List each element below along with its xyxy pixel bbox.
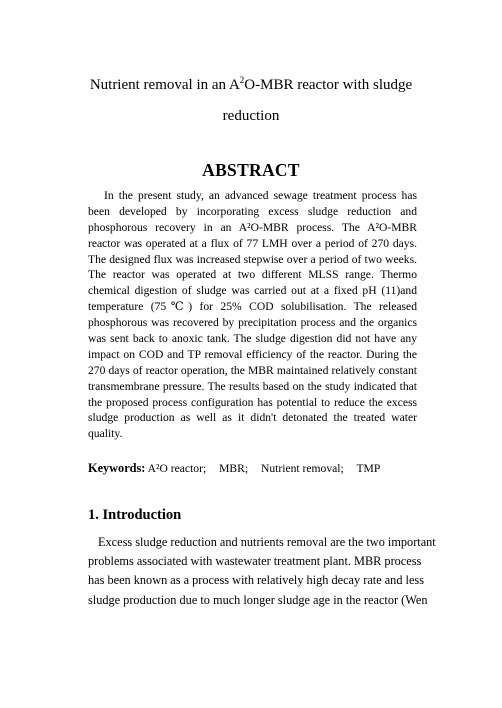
title-text-pre: Nutrient removal in an A — [89, 77, 240, 93]
abstract-line: phosphorous was recovered by precipitation process and the organics — [88, 316, 417, 330]
keyword-item: Nutrient removal; — [261, 462, 344, 475]
abstract-line: temperature (75℃) for 25% COD solubilisation. The released — [88, 300, 417, 314]
abstract-line: was sent back to anoxic tank. The sludge digestion did not have any — [88, 332, 417, 346]
abstract-line: been developed by incorporating excess sludge reduction and — [88, 204, 417, 218]
abstract-line: reactor was operated at a flux of 77 LMH over a period of 270 days. — [88, 236, 417, 250]
keyword-item: A²O reactor; — [147, 462, 207, 475]
keywords-label: Keywords: — [88, 461, 146, 475]
abstract-line: the proposed process configuration has potential to reduce the excess — [88, 395, 417, 409]
abstract-line: chemical digestion of sludge was carried out at a fixed pH (11)and — [88, 284, 417, 298]
abstract-line: The designed flux was increased stepwise over a period of two weeks. — [88, 252, 417, 266]
introduction-body — [88, 533, 436, 610]
abstract-line: transmembrane pressure. The results based on the study indicated that — [88, 379, 417, 393]
abstract-line: sludge production as well as it didn't detonated the treated water — [88, 411, 417, 425]
abstract-line: In the present study, an advanced sewage treatment process has — [104, 189, 417, 202]
title-superscript: 2 — [239, 75, 245, 85]
keyword-item: TMP — [356, 462, 381, 475]
abstract-line: impact on COD and TP removal efficiency of the reactor. During the — [88, 347, 417, 361]
introduction-heading: 1. Introduction — [88, 507, 182, 523]
abstract-line: The reactor was operated at two different MLSS range. Thermo — [88, 268, 417, 282]
keywords-line — [88, 460, 428, 477]
title-text-post: O-MBR reactor with sludge — [244, 77, 413, 93]
paper-title-line-2: reduction — [222, 108, 280, 124]
introduction-line: sludge production due to much longer sludge age in the reactor (Wen — [88, 592, 428, 607]
introduction-line: has been known as a process with relatively high decay rate and less — [88, 573, 425, 588]
abstract-line: quality. — [88, 427, 123, 441]
introduction-line: Excess sludge reduction and nutrients removal are the two important — [98, 535, 436, 549]
abstract-line: phosphorous recovery in an A²O-MBR process. The A²O-MBR — [88, 220, 417, 234]
introduction-line: problems associated with wastewater treatment plant. MBR process — [88, 554, 422, 569]
abstract-body — [88, 188, 417, 442]
keyword-item: MBR; — [219, 462, 249, 475]
abstract-heading: ABSTRACT — [202, 160, 300, 180]
paper-title-line-1 — [60, 76, 442, 94]
abstract-line: 270 days of reactor operation, the MBR maintained relatively constant — [88, 363, 417, 377]
